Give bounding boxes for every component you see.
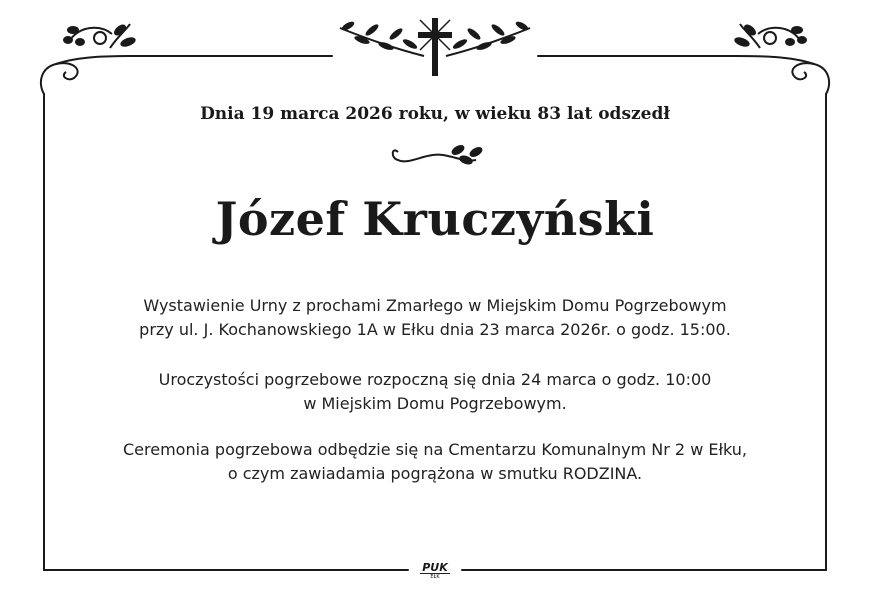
ceremony-start-line-1: Uroczystości pogrzebowe rozpoczną się dnia 24 marca o godz. 10:00 xyxy=(158,370,712,389)
floral-corner-ornament-icon xyxy=(734,24,829,94)
burial-line-2: o czym zawiadamia pogrążona w smutku RODZINA. xyxy=(227,464,643,483)
floral-corner-ornament-icon xyxy=(41,24,136,94)
ceremony-start-line-2: w Miejskim Domu Pogrzebowym. xyxy=(303,394,567,413)
ceremony-start-paragraph xyxy=(0,368,870,416)
vine-flourish-icon xyxy=(393,144,483,164)
cross-with-laurel-icon xyxy=(340,18,530,76)
viewing-line-1: Wystawienie Urny z prochami Zmarłego w Miejskim Domu Pogrzebowym xyxy=(143,296,727,315)
logo-main-text: PUK xyxy=(422,561,448,574)
burial-line-1: Ceremonia pogrzebowa odbędzie się na Cmentarzu Komunalnym Nr 2 w Ełku, xyxy=(122,440,748,459)
viewing-paragraph xyxy=(0,294,870,342)
viewing-line-2: przy ul. J. Kochanowskiego 1A w Ełku dnia 23 marca 2026r. o godz. 15:00. xyxy=(139,320,731,339)
deceased-name: Józef Kruczyński xyxy=(215,192,655,246)
notice-headline: Dnia 19 marca 2026 roku, w wieku 83 lat odszedł xyxy=(200,104,670,124)
burial-paragraph xyxy=(0,438,870,486)
logo-sub-text: EŁK xyxy=(420,573,450,580)
company-logo xyxy=(414,562,456,580)
